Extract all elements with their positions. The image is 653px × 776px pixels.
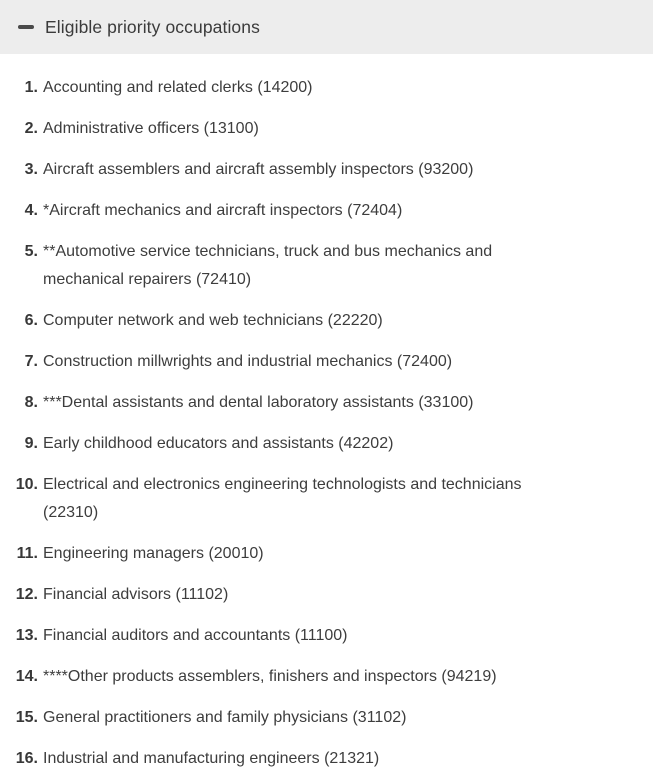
list-item: [0, 704, 631, 732]
list-item-number: 15.: [15, 709, 38, 726]
list-item-number: 10.: [15, 476, 38, 493]
list-item-number: 14.: [15, 668, 38, 685]
occupations-list: [0, 54, 653, 773]
list-item: [0, 74, 631, 102]
accordion-header[interactable]: [0, 0, 653, 54]
list-item: [0, 471, 631, 527]
list-item-number: 4.: [24, 202, 38, 219]
list-item: [0, 348, 631, 376]
list-item-text: Aircraft assemblers and aircraft assembly inspectors (93200): [43, 161, 474, 178]
list-item: [0, 663, 631, 691]
list-item-text: Financial auditors and accountants (11100): [43, 627, 348, 644]
list-item-text: **Automotive service technicians, truck and bus mechanics and mechanical repairers (72410): [43, 243, 493, 288]
list-item: [0, 197, 631, 225]
list-item-text: Accounting and related clerks (14200): [43, 79, 313, 96]
list-item: [0, 307, 631, 335]
list-item-number: 5.: [24, 243, 38, 260]
list-item: [0, 156, 631, 184]
list-item-text: Early childhood educators and assistants (42202): [43, 435, 394, 452]
list-item-text: Financial advisors (11102): [43, 586, 229, 603]
list-item-text: *Aircraft mechanics and aircraft inspectors (72404): [43, 202, 403, 219]
list-item-number: 11.: [16, 545, 38, 562]
list-item-text: Industrial and manufacturing engineers (21321): [43, 750, 380, 767]
list-item: [0, 430, 631, 458]
list-item-text: Administrative officers (13100): [43, 120, 259, 137]
list-item-number: 9.: [24, 435, 38, 452]
list-item: [0, 581, 631, 609]
list-item-number: 6.: [24, 312, 38, 329]
list-item-text: General practitioners and family physicians (31102): [43, 709, 407, 726]
list-item-text: ****Other products assemblers, finishers and inspectors (94219): [43, 668, 497, 685]
list-item-text: ***Dental assistants and dental laboratory assistants (33100): [43, 394, 474, 411]
list-item-number: 13.: [15, 627, 38, 644]
list-item: [0, 238, 631, 294]
accordion-title: Eligible priority occupations: [45, 16, 260, 37]
list-item-text: Electrical and electronics engineering technologists and technicians (22310): [43, 476, 522, 521]
list-item: [0, 115, 631, 143]
list-item-number: 16.: [15, 750, 38, 767]
minus-icon[interactable]: [18, 25, 34, 29]
list-item-text: Engineering managers (20010): [43, 545, 264, 562]
list-item-number: 8.: [24, 394, 38, 411]
list-item-number: 2.: [24, 120, 38, 137]
list-item: [0, 622, 631, 650]
list-item-text: Computer network and web technicians (22220): [43, 312, 383, 329]
list-item-number: 12.: [15, 586, 38, 603]
list-item: [0, 745, 631, 773]
list-item-number: 7.: [24, 353, 38, 370]
list-item-text: Construction millwrights and industrial mechanics (72400): [43, 353, 453, 370]
list-item: [0, 540, 631, 568]
list-item-number: 1.: [24, 79, 38, 96]
list-item: [0, 389, 631, 417]
list-item-number: 3.: [24, 161, 38, 178]
